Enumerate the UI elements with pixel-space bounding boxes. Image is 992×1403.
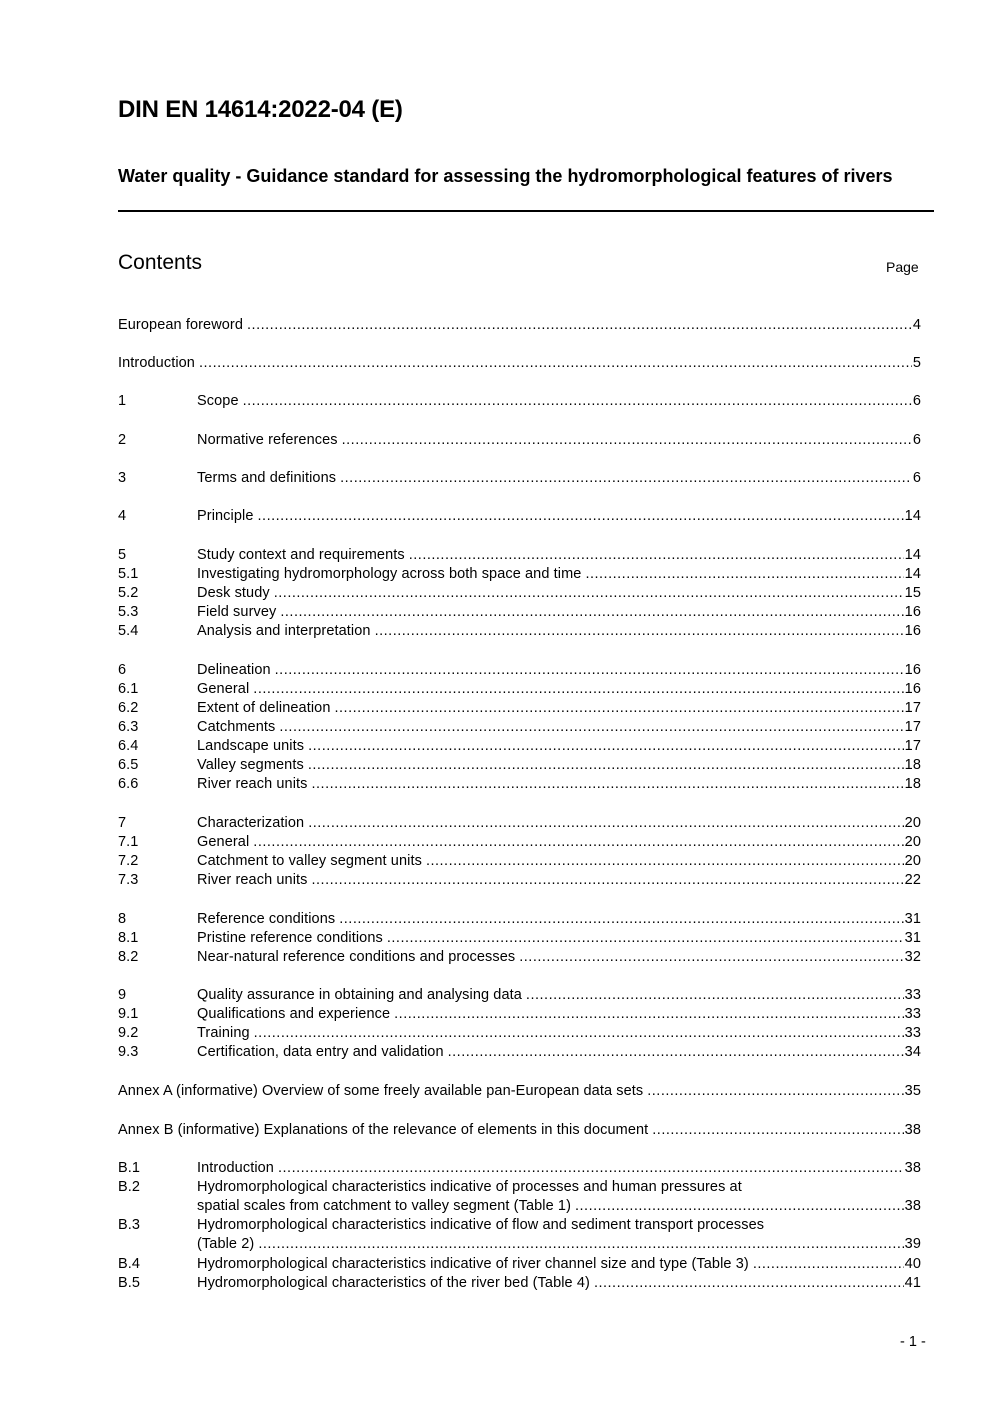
toc-entry-page: 34	[904, 1044, 921, 1060]
title-rule	[118, 210, 934, 212]
toc-entry-page: 18	[904, 757, 921, 773]
toc-entry-number: 6.5	[118, 757, 139, 773]
dot-leader	[275, 661, 904, 680]
toc-entry-page: 33	[904, 987, 921, 1003]
toc-entry-title: Catchment to valley segment units	[197, 853, 422, 869]
toc-entry-title: Characterization	[197, 815, 305, 831]
toc-entry-title: Study context and requirements	[197, 547, 405, 563]
toc-entry-number: 8.2	[118, 949, 139, 965]
toc-entry-number: 8.1	[118, 930, 139, 946]
toc-entry-page: 6	[912, 470, 921, 486]
toc-entry-title: Hydromorphological characteristics indicative of river channel size and type (Table 3)	[197, 1256, 749, 1272]
dot-leader	[426, 852, 904, 871]
toc-entry-title: Training	[197, 1025, 250, 1041]
dot-leader	[280, 603, 903, 622]
toc-entry-title: European foreword	[118, 317, 244, 333]
toc-entry-number: 2	[118, 432, 127, 448]
toc-entry-title: General	[197, 681, 250, 697]
dot-leader	[448, 1043, 904, 1062]
toc-entry-page: 16	[904, 681, 921, 697]
page-column-heading: Page	[886, 259, 919, 275]
toc-entry-number: 9.2	[118, 1025, 139, 1041]
toc-entry-page: 6	[912, 393, 921, 409]
toc-entry-page: 20	[904, 834, 921, 850]
toc-entry-page: 16	[904, 623, 921, 639]
dot-leader	[278, 1159, 904, 1178]
dot-leader	[519, 948, 903, 967]
toc-entry-title: Desk study	[197, 585, 270, 601]
toc-entry-page: 17	[904, 700, 921, 716]
toc-entry-page: 38	[904, 1122, 921, 1138]
toc-entry-title: River reach units	[197, 776, 308, 792]
toc-entry-page: 4	[912, 317, 921, 333]
dot-leader	[340, 469, 912, 488]
toc-entry-title: River reach units	[197, 872, 308, 888]
toc-entry-page: 39	[904, 1236, 921, 1252]
toc-entry-title: General	[197, 834, 250, 850]
dot-leader	[274, 584, 904, 603]
toc-entry-number: B.4	[118, 1256, 141, 1272]
dot-leader	[253, 833, 903, 852]
toc-entry-number: 1	[118, 393, 127, 409]
toc-entry-page: 33	[904, 1006, 921, 1022]
toc-entry-title: Annex A (informative) Overview of some freely available pan-European data sets	[118, 1083, 644, 1099]
toc-entry-title: Landscape units	[197, 738, 305, 754]
dot-leader	[243, 392, 912, 411]
dot-leader	[652, 1121, 903, 1140]
toc-entry-page: 17	[904, 738, 921, 754]
toc-entry-title: Scope	[197, 393, 239, 409]
toc-entry-number: 5	[118, 547, 127, 563]
toc-entry-page: 15	[904, 585, 921, 601]
toc-entry-number: 6	[118, 662, 127, 678]
toc-entry-page: 18	[904, 776, 921, 792]
toc-entry-number: 9.3	[118, 1044, 139, 1060]
toc-entry-title: Near-natural reference conditions and processes	[197, 949, 516, 965]
toc-entry-page: 14	[904, 566, 921, 582]
document-id: DIN EN 14614:2022-04 (E)	[118, 96, 403, 123]
toc-entry-title: Valley segments	[197, 757, 304, 773]
toc-entry-page: 41	[904, 1275, 921, 1291]
toc-entry-title: Qualifications and experience	[197, 1006, 391, 1022]
toc-entry-page: 40	[904, 1256, 921, 1272]
toc-entry-number: 9.1	[118, 1006, 139, 1022]
dot-leader	[526, 986, 904, 1005]
toc-entry-title: Extent of delineation	[197, 700, 331, 716]
toc-entry-number: 5.3	[118, 604, 139, 620]
dot-leader	[312, 871, 904, 890]
toc-entry-title: Normative references	[197, 432, 338, 448]
toc-entry-page: 38	[904, 1160, 921, 1176]
dot-leader	[258, 1235, 903, 1254]
toc-entry-number: 5.2	[118, 585, 139, 601]
toc-entry-title: Hydromorphological characteristics of the river bed (Table 4)	[197, 1275, 590, 1291]
toc-entry-number: 6.4	[118, 738, 139, 754]
toc-entry-number: 6.3	[118, 719, 139, 735]
toc-entry-title: Investigating hydromorphology across both space and time	[197, 566, 582, 582]
document-title: Water quality - Guidance standard for assessing the hydromorphological features of rivers	[118, 166, 893, 186]
toc-entry-number: 7.1	[118, 834, 139, 850]
dot-leader	[258, 507, 904, 526]
toc-entry-title: Quality assurance in obtaining and analysing data	[197, 987, 522, 1003]
toc-entry-title: spatial scales from catchment to valley segment (Table 1)	[197, 1198, 571, 1214]
dot-leader	[279, 718, 903, 737]
toc-entry-page: 31	[904, 930, 921, 946]
toc-entry-page: 17	[904, 719, 921, 735]
dot-leader	[387, 929, 904, 948]
toc-entry-number: 7.2	[118, 853, 139, 869]
dot-leader	[339, 910, 903, 929]
toc-entry-title: Pristine reference conditions	[197, 930, 383, 946]
toc-entry-page: 31	[904, 911, 921, 927]
toc-entry-number: 3	[118, 470, 127, 486]
dot-leader	[247, 316, 912, 335]
dot-leader	[308, 737, 904, 756]
toc-entry-title: Reference conditions	[197, 911, 336, 927]
toc-entry-title: Delineation	[197, 662, 271, 678]
toc-entry-page: 14	[904, 508, 921, 524]
toc-entry-page: 38	[904, 1198, 921, 1214]
toc-entry-number: B.5	[118, 1275, 141, 1291]
toc-entry-page: 6	[912, 432, 921, 448]
toc-entry-number: 9	[118, 987, 127, 1003]
toc-entry-number: 6.2	[118, 700, 139, 716]
toc-entry-number: 7	[118, 815, 127, 831]
toc-entry-number: 8	[118, 911, 127, 927]
toc-entry-title: Introduction	[118, 355, 195, 371]
dot-leader	[253, 680, 903, 699]
toc-entry-title: Catchments	[197, 719, 276, 735]
toc-entry-title: Field survey	[197, 604, 277, 620]
dot-leader	[254, 1024, 904, 1043]
toc-entry-title: Analysis and interpretation	[197, 623, 371, 639]
dot-leader	[647, 1082, 903, 1101]
dot-leader	[375, 622, 904, 641]
page-number: - 1 -	[900, 1334, 926, 1350]
toc-entry-title: Principle	[197, 508, 254, 524]
toc-entry-number: 6.1	[118, 681, 139, 697]
dot-leader	[409, 546, 904, 565]
toc-entry-page: 16	[904, 604, 921, 620]
toc-entry-title: Annex B (informative) Explanations of the relevance of elements in this document	[118, 1122, 649, 1138]
toc-entry-title: Terms and definitions	[197, 470, 337, 486]
toc-entry-page: 33	[904, 1025, 921, 1041]
dot-leader	[199, 354, 912, 373]
toc-entry-title: Hydromorphological characteristics indicative of flow and sediment transport processes	[197, 1217, 765, 1233]
toc-entry-number: 5.1	[118, 566, 139, 582]
toc-entry-number: 6.6	[118, 776, 139, 792]
dot-leader	[594, 1274, 904, 1293]
toc-entry-title: Introduction	[197, 1160, 274, 1176]
dot-leader	[335, 699, 904, 718]
toc-entry-number: 7.3	[118, 872, 139, 888]
dot-leader	[753, 1255, 904, 1274]
toc-entry-page: 32	[904, 949, 921, 965]
toc-entry-page: 14	[904, 547, 921, 563]
toc-entry-page: 5	[912, 355, 921, 371]
dot-leader	[394, 1005, 904, 1024]
dot-leader	[575, 1197, 904, 1216]
dot-leader	[308, 814, 903, 833]
toc-entry-page: 35	[904, 1083, 921, 1099]
dot-leader	[585, 565, 903, 584]
toc-entry-title: Certification, data entry and validation	[197, 1044, 444, 1060]
toc-entry-page: 20	[904, 853, 921, 869]
toc-entry-number: B.2	[118, 1179, 141, 1195]
dot-leader	[312, 775, 904, 794]
toc-entry-number: B.3	[118, 1217, 141, 1233]
toc-entry-number: 4	[118, 508, 127, 524]
toc-entry-title: Hydromorphological characteristics indicative of processes and human pressures at	[197, 1179, 742, 1195]
toc-entry-title: (Table 2)	[197, 1236, 255, 1252]
toc-entry-page: 16	[904, 662, 921, 678]
toc-entry-page: 22	[904, 872, 921, 888]
dot-leader	[308, 756, 904, 775]
dot-leader	[342, 431, 912, 450]
toc-entry-number: B.1	[118, 1160, 141, 1176]
toc-entry-number: 5.4	[118, 623, 139, 639]
contents-heading: Contents	[118, 251, 203, 274]
toc-entry-page: 20	[904, 815, 921, 831]
